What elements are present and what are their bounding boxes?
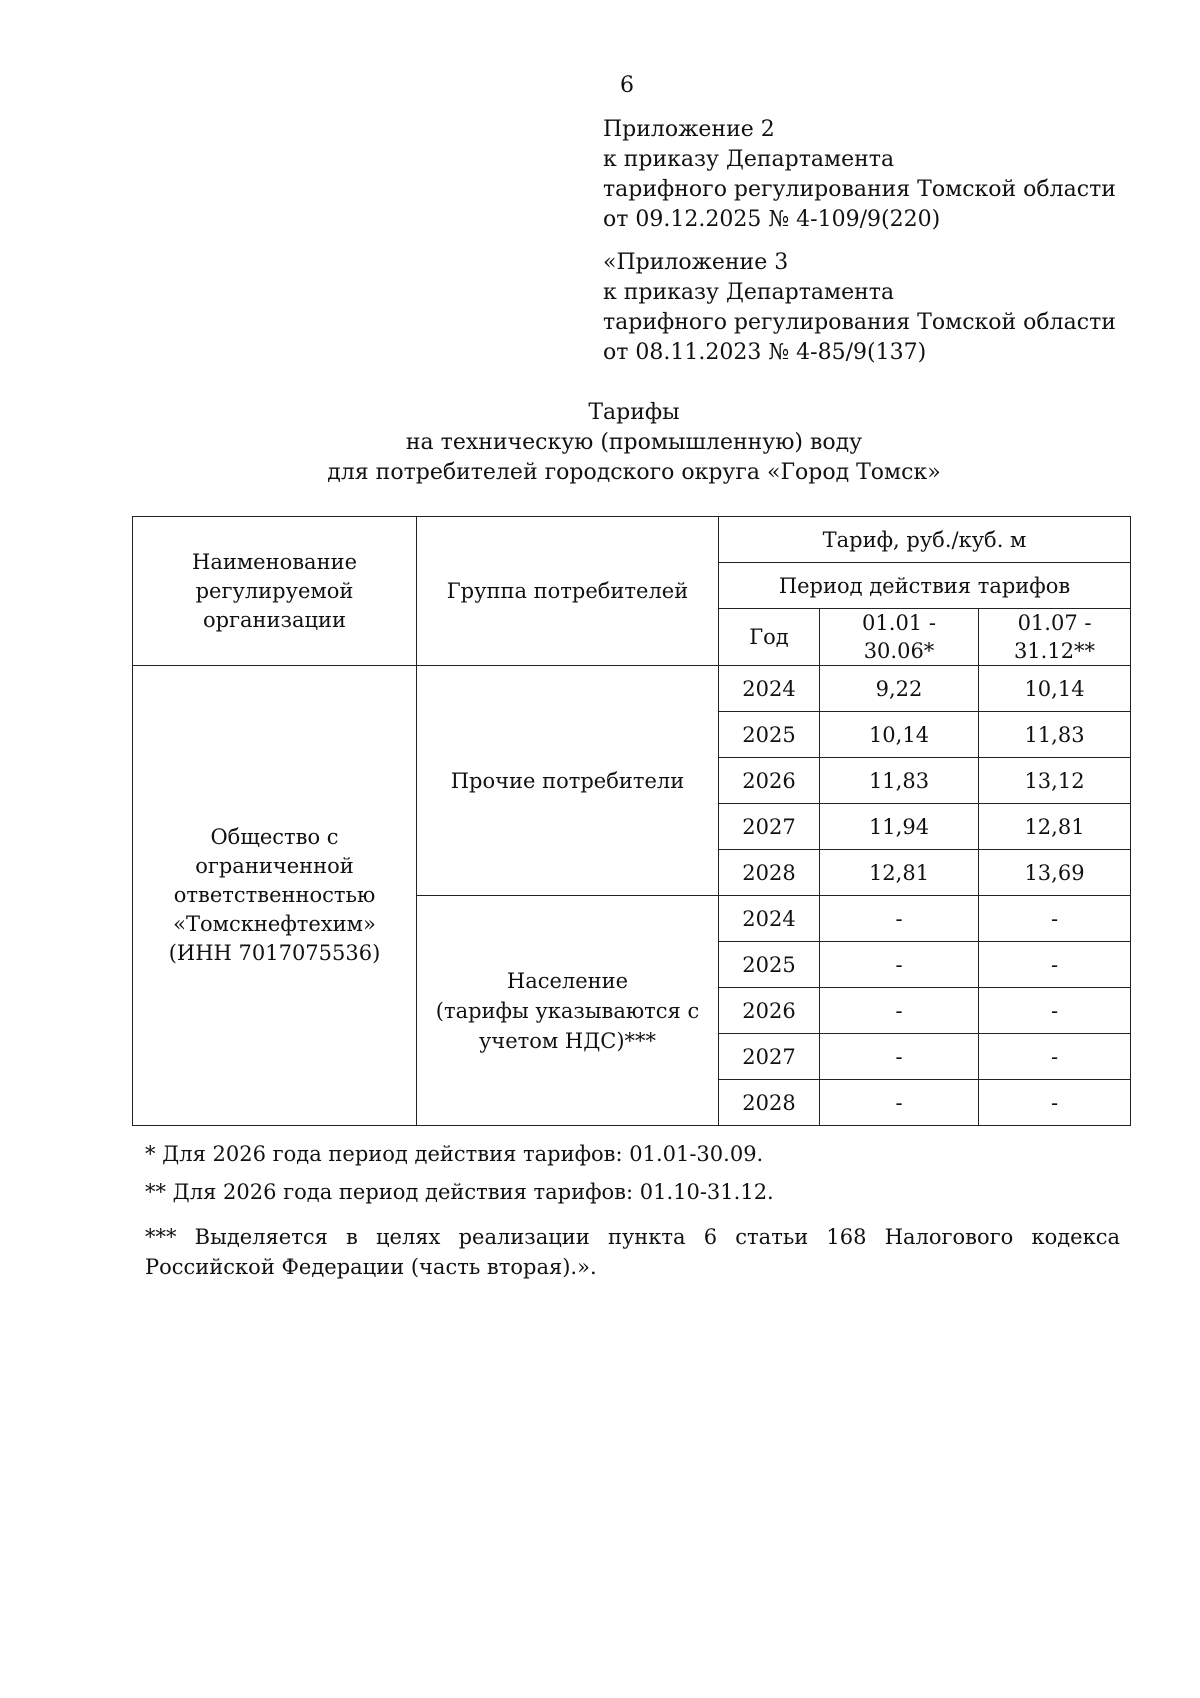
appendix-header-previous [603,248,1116,368]
footnote-1: * Для 2026 года период действия тарифов: 01.01-30.09. [145,1142,764,1166]
year-cell: 2024 [719,896,820,942]
tariff-period-2: - [979,896,1131,942]
year-cell: 2027 [719,804,820,850]
document-title [0,398,1200,488]
page-number: 6 [620,73,634,98]
header-period-1: 01.01 - 30.06* [820,609,979,666]
header-tariff: Тариф, руб./куб. м [719,517,1131,563]
appendix-title: «Приложение 3 [603,250,789,275]
header-year: Год [719,609,820,666]
header-period: Период действия тарифов [719,563,1131,609]
year-cell: 2028 [719,1080,820,1126]
appendix-department: тарифного регулирования Томской области [603,310,1116,335]
year-cell: 2026 [719,988,820,1034]
appendix-order-ref: к приказу Департамента [603,147,895,172]
year-cell: 2024 [719,666,820,712]
tariff-period-1: 9,22 [820,666,979,712]
tariff-period-2: - [979,988,1131,1034]
tariff-period-1: 12,81 [820,850,979,896]
tariff-period-2: 12,81 [979,804,1131,850]
header-period-2: 01.07 - 31.12** [979,609,1131,666]
appendix-order-date: от 09.12.2025 № 4-109/9(220) [603,207,941,232]
title-line: на техническую (промышленную) воду [405,430,863,455]
tariff-period-1: 11,94 [820,804,979,850]
header-consumer-group: Группа потребителей [417,517,719,666]
title-line: для потребителей городского округа «Город Томск» [327,460,941,485]
title-line: Тарифы [588,400,680,425]
group-other-consumers: Прочие потребители [417,666,719,896]
group-population: Население (тарифы указываются с учетом НДС)*** [417,896,719,1126]
year-cell: 2027 [719,1034,820,1080]
year-cell: 2026 [719,758,820,804]
tariff-period-1: - [820,1080,979,1126]
tariff-period-2: - [979,942,1131,988]
tariff-period-2: 13,12 [979,758,1131,804]
tariff-period-1: 10,14 [820,712,979,758]
header-organization: Наименование регулируемой организации [133,517,417,666]
appendix-order-date: от 08.11.2023 № 4-85/9(137) [603,340,927,365]
tariff-period-2: 11,83 [979,712,1131,758]
appendix-order-ref: к приказу Департамента [603,280,895,305]
tariff-period-2: - [979,1080,1131,1126]
appendix-department: тарифного регулирования Томской области [603,177,1116,202]
tariff-period-1: - [820,896,979,942]
tariff-period-1: - [820,988,979,1034]
tariff-period-2: 13,69 [979,850,1131,896]
footnote-2: ** Для 2026 года период действия тарифов: 01.10-31.12. [145,1180,774,1204]
year-cell: 2025 [719,712,820,758]
footnote-3: *** Выделяется в целях реализации пункта 6 статьи 168 Налогового кодекса Российской Федерации (часть вторая).». [145,1225,1120,1279]
tariff-period-1: - [820,942,979,988]
table-row [133,666,1131,712]
appendix-title: Приложение 2 [603,117,775,142]
tariff-period-2: - [979,1034,1131,1080]
tariff-period-1: 11,83 [820,758,979,804]
organization-cell: Общество с ограниченной ответственностью «Томскнефтехим» (ИНН 7017075536) [133,666,417,1126]
year-cell: 2028 [719,850,820,896]
tariff-period-2: 10,14 [979,666,1131,712]
tariff-table [132,516,1131,1126]
tariff-period-1: - [820,1034,979,1080]
appendix-header-current [603,115,1116,235]
year-cell: 2025 [719,942,820,988]
